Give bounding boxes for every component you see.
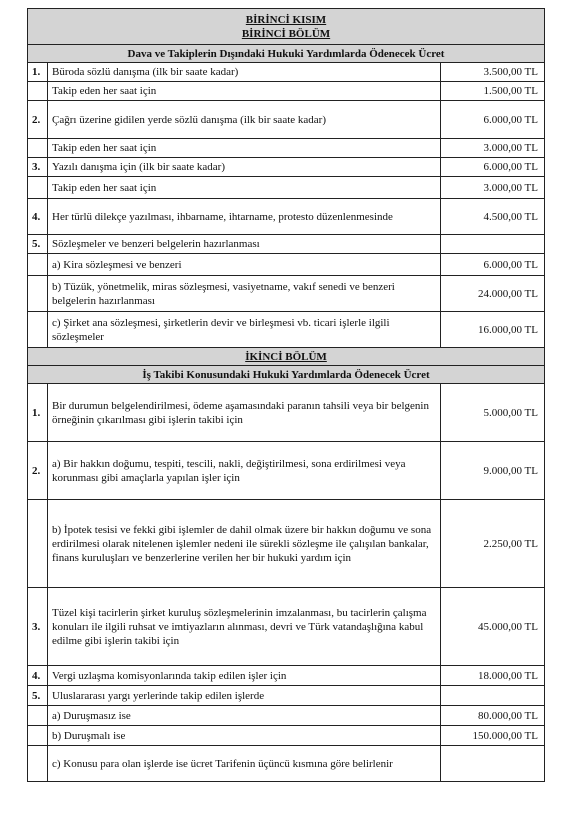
row-description: Uluslararası yargı yerlerinde takip edilen işlerde — [48, 686, 441, 706]
table-row — [28, 177, 545, 199]
row-amount: 16.000,00 TL — [440, 312, 544, 348]
row-description: Tüzel kişi tacirlerin şirket kuruluş sözleşmelerinin imzalanması, bu tacirlerin çalışma konuları ile ilgili ruhsat ve imtiyazların alınması, devri ve Türk vatandaşlığına kabul edilme gibi işlerin takibi için — [48, 588, 441, 666]
row-description: Vergi uzlaşma komisyonlarında takip edilen işler için — [48, 666, 441, 686]
table-row — [28, 442, 545, 500]
row-number: 5. — [28, 686, 48, 706]
section-subtitle: İş Takibi Konusundaki Hukuki Yardımlarda Ödenecek Ücret — [28, 366, 545, 384]
table-row — [28, 666, 545, 686]
table-row — [28, 588, 545, 666]
row-amount: 3.500,00 TL — [440, 63, 544, 82]
row-amount: 3.000,00 TL — [440, 139, 544, 158]
table-row — [28, 235, 545, 254]
section-title — [28, 348, 545, 366]
part2-subtitle-row — [28, 366, 545, 384]
row-amount — [440, 746, 544, 782]
row-description: b) Duruşmalı ise — [48, 726, 441, 746]
row-description: a) Kira sözleşmesi ve benzeri — [48, 254, 441, 276]
row-number: 4. — [28, 199, 48, 235]
row-number: 1. — [28, 384, 48, 442]
row-number — [28, 177, 48, 199]
row-description: Takip eden her saat için — [48, 82, 441, 101]
row-description: a) Bir hakkın doğumu, tespiti, tescili, nakli, değiştirilmesi, sona erdirilmesi veya korunması gibi amaçlarla yapılan işler için — [48, 442, 441, 500]
table-row — [28, 312, 545, 348]
row-number — [28, 746, 48, 782]
row-amount: 9.000,00 TL — [440, 442, 544, 500]
table-row — [28, 199, 545, 235]
section-title-text: İKİNCİ BÖLÜM — [245, 350, 327, 363]
row-description: Takip eden her saat için — [48, 139, 441, 158]
row-amount: 6.000,00 TL — [440, 254, 544, 276]
row-amount: 2.250,00 TL — [440, 500, 544, 588]
row-amount: 1.500,00 TL — [440, 82, 544, 101]
row-number — [28, 706, 48, 726]
table-row — [28, 63, 545, 82]
row-number: 1. — [28, 63, 48, 82]
row-number: 2. — [28, 442, 48, 500]
row-number — [28, 726, 48, 746]
row-number — [28, 500, 48, 588]
row-description: Takip eden her saat için — [48, 177, 441, 199]
table-row — [28, 254, 545, 276]
row-amount: 24.000,00 TL — [440, 276, 544, 312]
row-description: Her türlü dilekçe yazılması, ihbarname, ihtarname, protesto düzenlenmesinde — [48, 199, 441, 235]
section-subtitle: Dava ve Takiplerin Dışındaki Hukuki Yardımlarda Ödenecek Ücret — [28, 45, 545, 63]
fee-table — [27, 8, 545, 782]
row-number: 5. — [28, 235, 48, 254]
table-row — [28, 82, 545, 101]
row-description: Bir durumun belgelendirilmesi, ödeme aşamasındaki paranın tahsili veya bir belgenin örneğinin çıkarılması gibi işlerin takibi için — [48, 384, 441, 442]
row-amount: 6.000,00 TL — [440, 158, 544, 177]
part-title: BİRİNCİ KISIM — [245, 13, 327, 26]
row-description: a) Duruşmasız ise — [48, 706, 441, 726]
table-row — [28, 276, 545, 312]
row-description: Çağrı üzerine gidilen yerde sözlü danışma (ilk bir saate kadar) — [48, 101, 441, 139]
row-description: Sözleşmeler ve benzeri belgelerin hazırlanması — [48, 235, 441, 254]
row-number — [28, 276, 48, 312]
row-number — [28, 139, 48, 158]
row-amount: 80.000,00 TL — [440, 706, 544, 726]
row-number — [28, 312, 48, 348]
row-amount: 3.000,00 TL — [440, 177, 544, 199]
row-amount — [440, 235, 544, 254]
table-row — [28, 384, 545, 442]
row-description: c) Konusu para olan işlerde ise ücret Tarifenin üçüncü kısmına göre belirlenir — [48, 746, 441, 782]
tariff-document — [27, 8, 545, 782]
row-description: b) İpotek tesisi ve fekki gibi işlemler de dahil olmak üzere bir hakkın doğumu ve sona erdirilmesi olarak nitelenen işlemler nedeni ile sürekli sözleşme ile çalışılan bankalar, finans kuruluşları ve benzerlerine verilen her bir hukuki yardım için — [48, 500, 441, 588]
table-row — [28, 726, 545, 746]
row-amount: 4.500,00 TL — [440, 199, 544, 235]
part1-header — [28, 9, 545, 45]
row-amount: 18.000,00 TL — [440, 666, 544, 686]
row-number: 3. — [28, 158, 48, 177]
row-amount: 5.000,00 TL — [440, 384, 544, 442]
row-number — [28, 254, 48, 276]
row-amount: 45.000,00 TL — [440, 588, 544, 666]
row-amount: 150.000,00 TL — [440, 726, 544, 746]
part1-subtitle-row — [28, 45, 545, 63]
row-number: 2. — [28, 101, 48, 139]
row-number: 3. — [28, 588, 48, 666]
table-row — [28, 746, 545, 782]
table-row — [28, 706, 545, 726]
row-description: b) Tüzük, yönetmelik, miras sözleşmesi, vasiyetname, vakıf senedi ve benzeri belgelerin hazırlanması — [48, 276, 441, 312]
table-row — [28, 500, 545, 588]
row-description: Yazılı danışma için (ilk bir saate kadar) — [48, 158, 441, 177]
row-amount — [440, 686, 544, 706]
table-row — [28, 686, 545, 706]
row-description: Büroda sözlü danışma (ilk bir saate kadar) — [48, 63, 441, 82]
section-title: BİRİNCİ BÖLÜM — [241, 27, 331, 40]
row-amount: 6.000,00 TL — [440, 101, 544, 139]
table-row — [28, 101, 545, 139]
row-description: c) Şirket ana sözleşmesi, şirketlerin devir ve birleşmesi vb. ticari işlerle ilgili sözleşmeler — [48, 312, 441, 348]
part1-header-row — [28, 9, 545, 45]
table-row — [28, 139, 545, 158]
table-row — [28, 158, 545, 177]
part2-header-row — [28, 348, 545, 366]
row-number: 4. — [28, 666, 48, 686]
row-number — [28, 82, 48, 101]
